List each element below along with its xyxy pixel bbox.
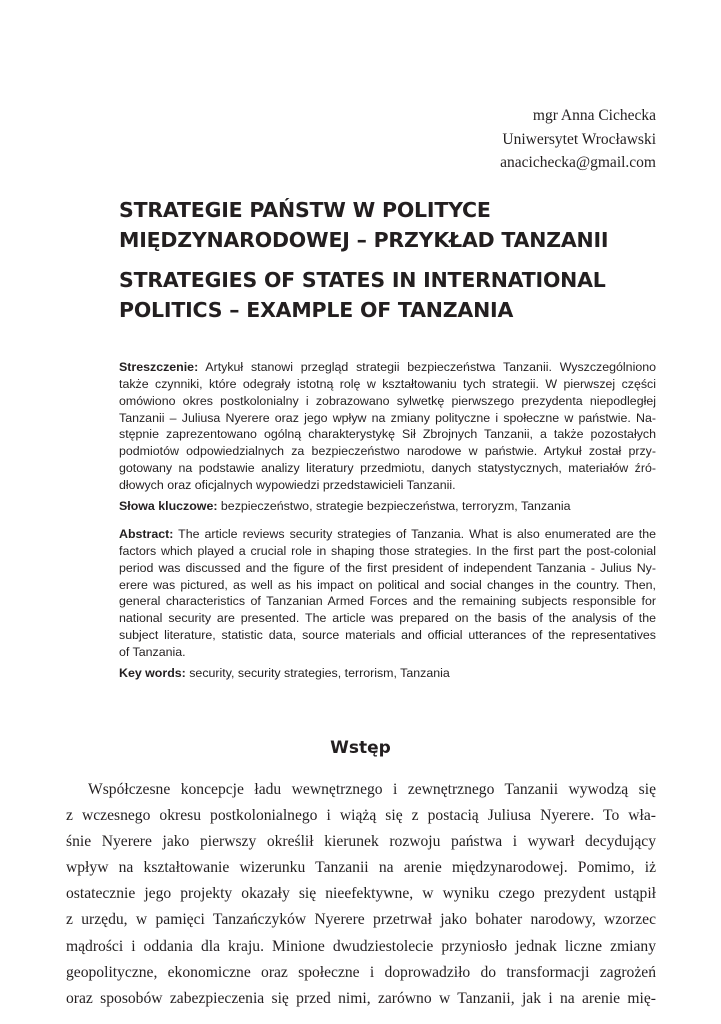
keywords-polish-line [119,498,656,515]
title-english [119,265,659,325]
abstract-english-line: of Tanzania. [119,644,186,659]
keywords-polish-text: bezpieczeństwo, strategie bezpieczeństwa, terroryzm, Tanzania [217,499,571,513]
abstract-english-line: period was discussed and the figure of the first president of independent Tanzania - Julius Ny- [119,560,656,575]
abstract-english [119,526,656,661]
abstract-polish-line [119,359,656,376]
abstract-polish-line: stępnie zaprezentowano ogólną charakterystykę Sił Zbrojnych Tanzanii, a także pozostałych [119,427,656,442]
author-affiliation: Uniwersytet Wrocławski [502,130,656,148]
abstract-polish-line: dłowych oraz oficjalnych wypowiedzi przedstawicieli Tanzanii. [119,477,456,492]
abstract-polish [119,359,656,494]
title-polish-line: MIĘDZYNARODOWEJ – PRZYKŁAD TANZANII [119,228,609,252]
abstract-english-label: Abstract: [119,527,174,541]
body-line: geopolityczne, ekonomiczne oraz społeczne i doprowadziło do transformacji zagrożeń [66,963,656,981]
abstract-polish-label: Streszczenie: [119,360,199,374]
abstract-polish-line: gotowany na podstawie analizy literatury przedmiotu, danych statystycznych, materiałów źró- [119,461,656,476]
body-line: mądrości i oddania dla kraju. Minione dwudziestolecie przyniosło jednak liczne zmiany [66,937,656,955]
keywords-english [119,665,656,682]
keywords-english-text: security, security strategies, terrorism, Tanzania [185,666,450,680]
body-line: z urzędu, w pamięci Tanzańczyków Nyerere przetrwał jako bohater narodowy, wzorzec [66,911,656,929]
abstract-english-line: subject literature, statistic data, source materials and official utterances of the representatives [119,628,656,643]
title-polish [119,195,659,255]
keywords-polish [119,498,656,515]
body-line: ostatecznie jego projekty okazały się nieefektywne, w wyniku czego prezydent ustąpił [66,885,656,903]
abstract-polish-line: także czynniki, które odegrały istotną rolę w kształtowaniu tych strategii. W pierwszej części [119,376,656,391]
abstract-polish-line: Tanzanii – Juliusa Nyerere oraz jego wpływ na zmiany polityczne i społeczne w państwie. Na- [119,410,656,425]
title-polish-line: STRATEGIE PAŃSTW W POLITYCE [119,198,491,222]
keywords-english-line [119,665,656,682]
abstract-polish-first-line: Artykuł stanowi przegląd strategii bezpieczeństwa Tanzanii. Wyszczególniono [198,360,656,374]
body-line: wpływ na kształtowanie wizerunku Tanzanii na arenie międzynarodowej. Pomimo, iż [66,859,656,877]
abstract-english-line: factors which played a crucial role in shaping those strategies. In the first part the post-colonial [119,543,656,558]
title-english-line: POLITICS – EXAMPLE OF TANZANIA [119,298,514,322]
body-line: Współczesne koncepcje ładu wewnętrznego i zewnętrznego Tanzanii wywodzą się [88,781,656,798]
abstract-english-first-line: The article reviews security strategies of Tanzania. What is also enumerated are the [173,527,656,541]
abstract-english-line [119,526,656,543]
body-line: śnie Nyerere jako pierwszy określił kierunek rozwoju państwa i wywarł decydujący [66,833,656,851]
keywords-polish-label: Słowa kluczowe: [119,499,218,513]
abstract-polish-line: omówiono okres postkolonialny i zobrazowano sylwetkę pierwszego prezydenta niepodległej [119,393,656,408]
keywords-english-label: Key words: [119,666,186,680]
abstract-english-line: national security are presented. The article was prepared on the basis of the analysis of the [119,611,656,626]
abstract-english-line: erere was pictured, as well as his impact on political and social changes in the country. Then, [119,577,656,592]
author-email: anacichecka@gmail.com [500,154,656,171]
abstract-polish-line: podmiotów odpowiedzialnych za bezpieczeństwo narodowe w państwie. Artykuł został przy- [119,444,656,459]
body-line: z wczesnego okresu postkolonialnego i wiążą się z postacią Juliusa Nyerere. To wła- [66,807,656,825]
abstract-english-line: general characteristics of Tanzanian Armed Forces and the remaining subjects responsible for [119,594,656,609]
author-name: mgr Anna Cichecka [532,107,656,124]
title-english-line: STRATEGIES OF STATES IN INTERNATIONAL [119,268,606,292]
section-heading: Wstęp [330,738,391,758]
author-block [500,104,656,175]
body-paragraph [66,777,656,1012]
body-line: oraz sposobów zabezpieczenia się przed nimi, zarówno w Tanzanii, jak i na arenie mię- [66,989,656,1007]
